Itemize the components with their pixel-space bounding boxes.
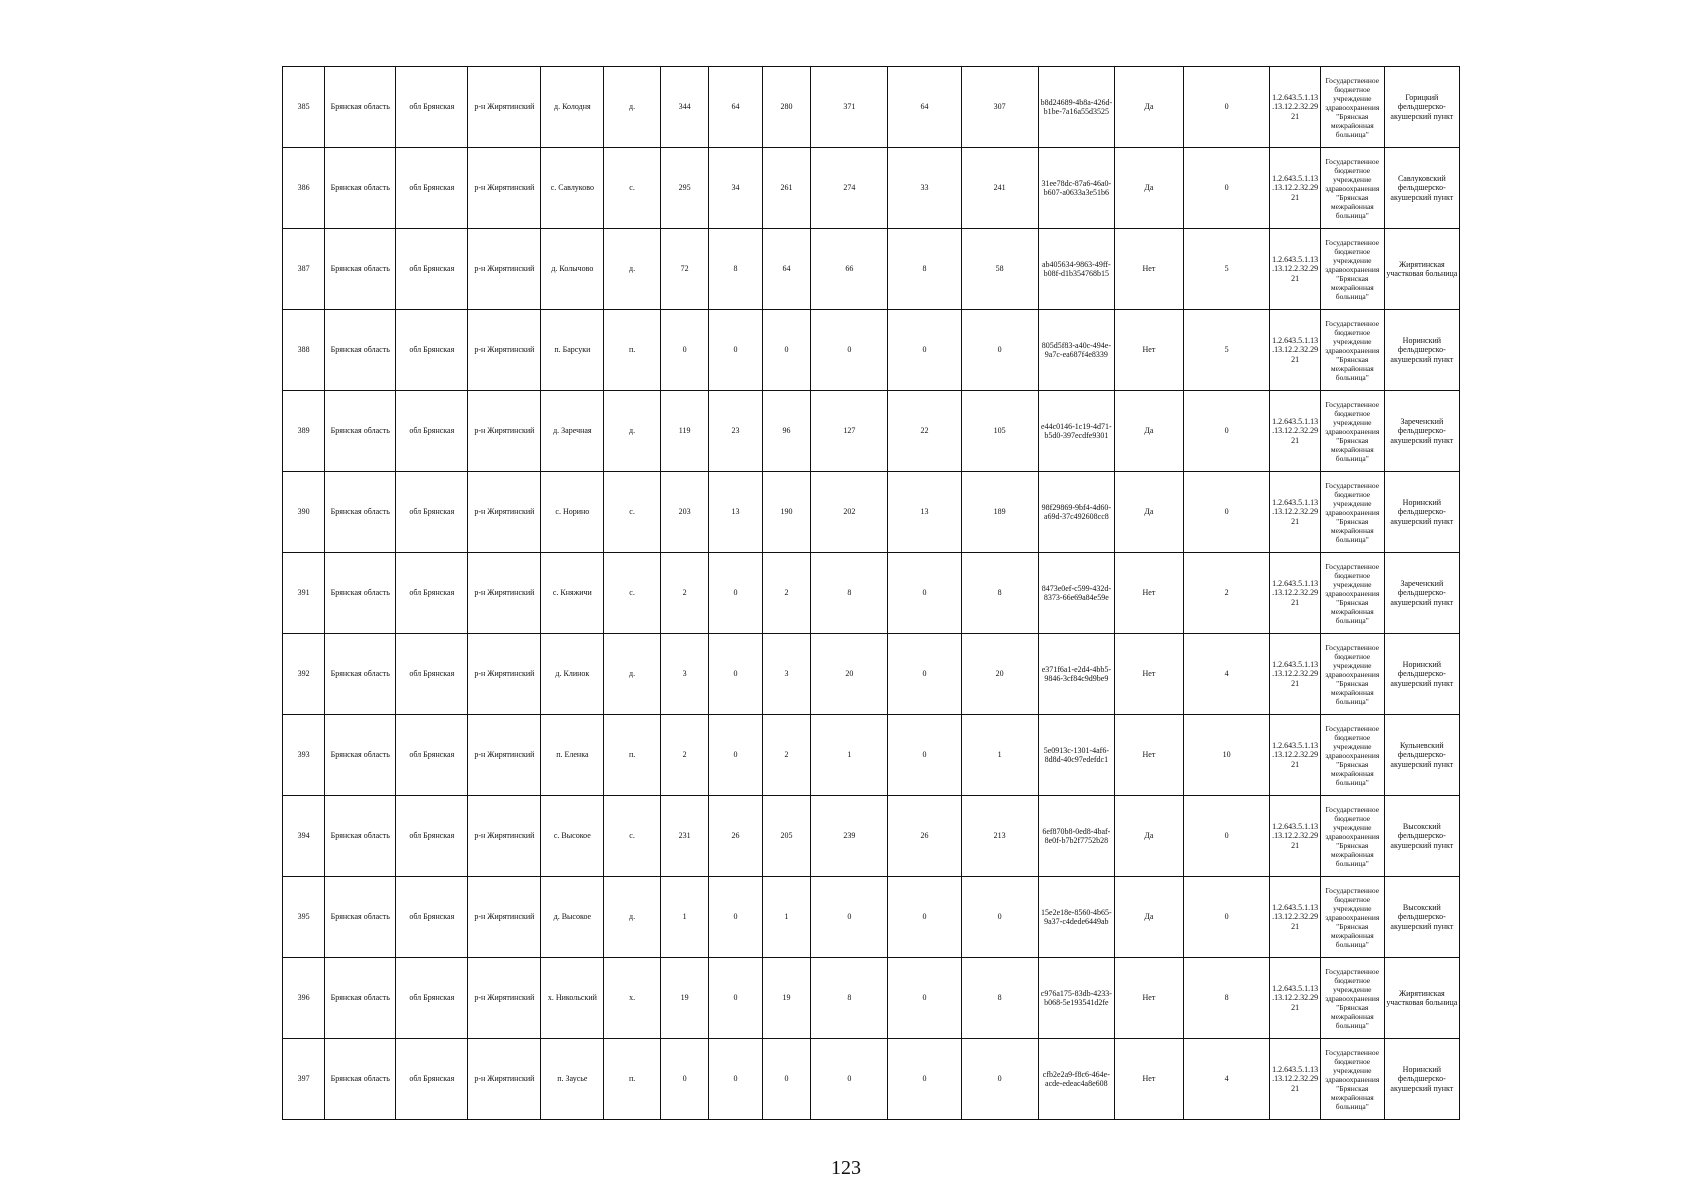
facility-cell: Жирятинская участковая больница: [1384, 958, 1459, 1039]
municipality-cell: р-н Жирятинский: [468, 715, 541, 796]
district-cell: обл Брянская: [396, 958, 468, 1039]
oid-cell: 1.2.643.5.1.13.13.12.2.32.2921: [1270, 958, 1320, 1039]
page-number: 123: [831, 1157, 861, 1179]
distance-cell: 8: [1183, 958, 1269, 1039]
settlement-type-cell: с.: [604, 553, 661, 634]
flag-cell: Да: [1114, 796, 1183, 877]
organization-cell: Государственное бюджетное учреждение здравоохранения "Брянская межрайонная больница": [1320, 472, 1384, 553]
settlement-cell: с. Княжичи: [541, 553, 604, 634]
count-cell: 8: [888, 229, 961, 310]
region-cell: Брянская область: [325, 634, 396, 715]
district-cell: обл Брянская: [396, 391, 468, 472]
region-cell: Брянская область: [325, 877, 396, 958]
count-cell: 20: [811, 634, 888, 715]
flag-cell: Да: [1114, 148, 1183, 229]
count-cell: 371: [811, 67, 888, 148]
organization-cell: Государственное бюджетное учреждение здравоохранения "Брянская межрайонная больница": [1320, 715, 1384, 796]
settlement-cell: д. Клинок: [541, 634, 604, 715]
oid-cell: 1.2.643.5.1.13.13.12.2.32.2921: [1270, 1039, 1320, 1120]
district-cell: обл Брянская: [396, 1039, 468, 1120]
flag-cell: Да: [1114, 472, 1183, 553]
row-number-cell: 394: [283, 796, 325, 877]
settlements-table: [282, 66, 1460, 1120]
oid-cell: 1.2.643.5.1.13.13.12.2.32.2921: [1270, 310, 1320, 391]
count-cell: 8: [961, 958, 1038, 1039]
district-cell: обл Брянская: [396, 148, 468, 229]
count-cell: 0: [888, 310, 961, 391]
count-cell: 0: [888, 877, 961, 958]
facility-cell: Высокский фельдшерско-акушерский пункт: [1384, 877, 1459, 958]
municipality-cell: р-н Жирятинский: [468, 472, 541, 553]
guid-cell: cfb2e2a9-f8c6-464e-acde-edeac4a8e608: [1038, 1039, 1114, 1120]
facility-cell: Савлуковский фельдшерско-акушерский пункт: [1384, 148, 1459, 229]
municipality-cell: р-н Жирятинский: [468, 958, 541, 1039]
oid-cell: 1.2.643.5.1.13.13.12.2.32.2921: [1270, 229, 1320, 310]
count-cell: 307: [961, 67, 1038, 148]
count-cell: 105: [961, 391, 1038, 472]
count-cell: 19: [660, 958, 708, 1039]
count-cell: 2: [762, 553, 810, 634]
guid-cell: 5e0913c-1301-4af6-8d8d-40c97edefdc1: [1038, 715, 1114, 796]
guid-cell: 8473e0ef-c599-432d-8373-66e69a84e59e: [1038, 553, 1114, 634]
table-row: [283, 67, 1460, 148]
table-row: [283, 958, 1460, 1039]
municipality-cell: р-н Жирятинский: [468, 634, 541, 715]
row-number-cell: 385: [283, 67, 325, 148]
municipality-cell: р-н Жирятинский: [468, 67, 541, 148]
settlement-cell: д. Заречная: [541, 391, 604, 472]
facility-cell: Зареченский фельдшерско-акушерский пункт: [1384, 553, 1459, 634]
flag-cell: Нет: [1114, 958, 1183, 1039]
count-cell: 344: [660, 67, 708, 148]
distance-cell: 0: [1183, 148, 1269, 229]
guid-cell: e371f6a1-e2d4-4bb5-9846-3cf84c9d9be9: [1038, 634, 1114, 715]
count-cell: 213: [961, 796, 1038, 877]
district-cell: обл Брянская: [396, 553, 468, 634]
facility-cell: Норинский фельдшерско-акушерский пункт: [1384, 310, 1459, 391]
settlement-type-cell: д.: [604, 229, 661, 310]
district-cell: обл Брянская: [396, 229, 468, 310]
count-cell: 13: [888, 472, 961, 553]
flag-cell: Да: [1114, 391, 1183, 472]
row-number-cell: 389: [283, 391, 325, 472]
organization-cell: Государственное бюджетное учреждение здравоохранения "Брянская межрайонная больница": [1320, 634, 1384, 715]
count-cell: 1: [660, 877, 708, 958]
settlement-cell: с. Савлуково: [541, 148, 604, 229]
count-cell: 72: [660, 229, 708, 310]
district-cell: обл Брянская: [396, 67, 468, 148]
guid-cell: 6ef870b8-0ed8-4baf-8e0f-b7b2f7752b28: [1038, 796, 1114, 877]
table-row: [283, 634, 1460, 715]
table-row: [283, 310, 1460, 391]
count-cell: 2: [762, 715, 810, 796]
row-number-cell: 391: [283, 553, 325, 634]
count-cell: 20: [961, 634, 1038, 715]
count-cell: 0: [709, 634, 763, 715]
region-cell: Брянская область: [325, 472, 396, 553]
organization-cell: Государственное бюджетное учреждение здравоохранения "Брянская межрайонная больница": [1320, 148, 1384, 229]
oid-cell: 1.2.643.5.1.13.13.12.2.32.2921: [1270, 67, 1320, 148]
district-cell: обл Брянская: [396, 310, 468, 391]
distance-cell: 0: [1183, 391, 1269, 472]
facility-cell: Горицкий фельдшерско-акушерский пункт: [1384, 67, 1459, 148]
facility-cell: Норинский фельдшерско-акушерский пункт: [1384, 472, 1459, 553]
count-cell: 203: [660, 472, 708, 553]
organization-cell: Государственное бюджетное учреждение здравоохранения "Брянская межрайонная больница": [1320, 877, 1384, 958]
count-cell: 0: [961, 877, 1038, 958]
row-number-cell: 386: [283, 148, 325, 229]
count-cell: 261: [762, 148, 810, 229]
municipality-cell: р-н Жирятинский: [468, 553, 541, 634]
count-cell: 0: [961, 310, 1038, 391]
organization-cell: Государственное бюджетное учреждение здравоохранения "Брянская межрайонная больница": [1320, 553, 1384, 634]
count-cell: 0: [709, 877, 763, 958]
flag-cell: Нет: [1114, 715, 1183, 796]
distance-cell: 5: [1183, 229, 1269, 310]
district-cell: обл Брянская: [396, 877, 468, 958]
count-cell: 64: [762, 229, 810, 310]
flag-cell: Нет: [1114, 229, 1183, 310]
count-cell: 0: [888, 553, 961, 634]
district-cell: обл Брянская: [396, 796, 468, 877]
count-cell: 22: [888, 391, 961, 472]
flag-cell: Да: [1114, 67, 1183, 148]
count-cell: 66: [811, 229, 888, 310]
facility-cell: Кульневский фельдшерско-акушерский пункт: [1384, 715, 1459, 796]
count-cell: 0: [709, 715, 763, 796]
oid-cell: 1.2.643.5.1.13.13.12.2.32.2921: [1270, 391, 1320, 472]
settlement-type-cell: с.: [604, 472, 661, 553]
distance-cell: 4: [1183, 1039, 1269, 1120]
count-cell: 64: [709, 67, 763, 148]
guid-cell: 98f29869-9bf4-4d60-a69d-37c492608cc8: [1038, 472, 1114, 553]
table-row: [283, 553, 1460, 634]
organization-cell: Государственное бюджетное учреждение здравоохранения "Брянская межрайонная больница": [1320, 958, 1384, 1039]
organization-cell: Государственное бюджетное учреждение здравоохранения "Брянская межрайонная больница": [1320, 310, 1384, 391]
district-cell: обл Брянская: [396, 472, 468, 553]
oid-cell: 1.2.643.5.1.13.13.12.2.32.2921: [1270, 634, 1320, 715]
oid-cell: 1.2.643.5.1.13.13.12.2.32.2921: [1270, 796, 1320, 877]
row-number-cell: 395: [283, 877, 325, 958]
count-cell: 0: [961, 1039, 1038, 1120]
settlement-type-cell: х.: [604, 958, 661, 1039]
count-cell: 26: [709, 796, 763, 877]
region-cell: Брянская область: [325, 715, 396, 796]
count-cell: 2: [660, 715, 708, 796]
region-cell: Брянская область: [325, 229, 396, 310]
count-cell: 0: [709, 958, 763, 1039]
row-number-cell: 392: [283, 634, 325, 715]
facility-cell: Зареченский фельдшерско-акушерский пункт: [1384, 391, 1459, 472]
count-cell: 2: [660, 553, 708, 634]
flag-cell: Да: [1114, 877, 1183, 958]
distance-cell: 0: [1183, 472, 1269, 553]
count-cell: 8: [811, 958, 888, 1039]
count-cell: 0: [660, 1039, 708, 1120]
count-cell: 190: [762, 472, 810, 553]
count-cell: 0: [888, 634, 961, 715]
count-cell: 202: [811, 472, 888, 553]
organization-cell: Государственное бюджетное учреждение здравоохранения "Брянская межрайонная больница": [1320, 391, 1384, 472]
count-cell: 0: [811, 877, 888, 958]
region-cell: Брянская область: [325, 148, 396, 229]
count-cell: 19: [762, 958, 810, 1039]
guid-cell: ab405634-9863-49ff-b08f-d1b354768b15: [1038, 229, 1114, 310]
district-cell: обл Брянская: [396, 715, 468, 796]
count-cell: 0: [888, 715, 961, 796]
table-row: [283, 715, 1460, 796]
count-cell: 58: [961, 229, 1038, 310]
count-cell: 0: [811, 1039, 888, 1120]
settlement-cell: с. Высокое: [541, 796, 604, 877]
settlement-cell: д. Колычово: [541, 229, 604, 310]
settlement-cell: х. Никольский: [541, 958, 604, 1039]
region-cell: Брянская область: [325, 796, 396, 877]
row-number-cell: 396: [283, 958, 325, 1039]
flag-cell: Нет: [1114, 1039, 1183, 1120]
table-body: [283, 67, 1460, 1120]
count-cell: 0: [709, 553, 763, 634]
oid-cell: 1.2.643.5.1.13.13.12.2.32.2921: [1270, 553, 1320, 634]
count-cell: 189: [961, 472, 1038, 553]
count-cell: 23: [709, 391, 763, 472]
table-row: [283, 1039, 1460, 1120]
count-cell: 0: [762, 310, 810, 391]
distance-cell: 2: [1183, 553, 1269, 634]
settlement-type-cell: д.: [604, 634, 661, 715]
guid-cell: c976a175-83db-4233-b068-5e193541d2fe: [1038, 958, 1114, 1039]
count-cell: 13: [709, 472, 763, 553]
count-cell: 33: [888, 148, 961, 229]
count-cell: 8: [709, 229, 763, 310]
region-cell: Брянская область: [325, 391, 396, 472]
table-row: [283, 391, 1460, 472]
settlement-type-cell: п.: [604, 310, 661, 391]
count-cell: 34: [709, 148, 763, 229]
row-number-cell: 397: [283, 1039, 325, 1120]
count-cell: 0: [709, 310, 763, 391]
district-cell: обл Брянская: [396, 634, 468, 715]
table-row: [283, 877, 1460, 958]
count-cell: 205: [762, 796, 810, 877]
region-cell: Брянская область: [325, 1039, 396, 1120]
settlement-type-cell: д.: [604, 877, 661, 958]
count-cell: 239: [811, 796, 888, 877]
guid-cell: 805d5f83-a40c-494e-9a7c-ea687f4e8339: [1038, 310, 1114, 391]
count-cell: 8: [811, 553, 888, 634]
guid-cell: b8d24689-4b8a-426d-b1be-7a16a55d3525: [1038, 67, 1114, 148]
municipality-cell: р-н Жирятинский: [468, 148, 541, 229]
settlement-cell: с. Норино: [541, 472, 604, 553]
municipality-cell: р-н Жирятинский: [468, 1039, 541, 1120]
count-cell: 1: [961, 715, 1038, 796]
flag-cell: Нет: [1114, 634, 1183, 715]
settlement-type-cell: с.: [604, 796, 661, 877]
count-cell: 0: [888, 958, 961, 1039]
organization-cell: Государственное бюджетное учреждение здравоохранения "Брянская межрайонная больница": [1320, 1039, 1384, 1120]
distance-cell: 0: [1183, 67, 1269, 148]
facility-cell: Норинский фельдшерско-акушерский пункт: [1384, 634, 1459, 715]
count-cell: 127: [811, 391, 888, 472]
table-row: [283, 472, 1460, 553]
settlement-type-cell: д.: [604, 391, 661, 472]
row-number-cell: 387: [283, 229, 325, 310]
count-cell: 0: [888, 1039, 961, 1120]
facility-cell: Высокский фельдшерско-акушерский пункт: [1384, 796, 1459, 877]
count-cell: 0: [709, 1039, 763, 1120]
facility-cell: Норинский фельдшерско-акушерский пункт: [1384, 1039, 1459, 1120]
municipality-cell: р-н Жирятинский: [468, 391, 541, 472]
count-cell: 3: [660, 634, 708, 715]
table-row: [283, 796, 1460, 877]
count-cell: 0: [762, 1039, 810, 1120]
settlement-cell: д. Колодня: [541, 67, 604, 148]
count-cell: 1: [811, 715, 888, 796]
row-number-cell: 390: [283, 472, 325, 553]
region-cell: Брянская область: [325, 310, 396, 391]
flag-cell: Нет: [1114, 310, 1183, 391]
count-cell: 119: [660, 391, 708, 472]
region-cell: Брянская область: [325, 553, 396, 634]
region-cell: Брянская область: [325, 67, 396, 148]
organization-cell: Государственное бюджетное учреждение здравоохранения "Брянская межрайонная больница": [1320, 67, 1384, 148]
settlement-type-cell: п.: [604, 715, 661, 796]
distance-cell: 5: [1183, 310, 1269, 391]
count-cell: 64: [888, 67, 961, 148]
settlement-type-cell: с.: [604, 148, 661, 229]
table-row: [283, 148, 1460, 229]
count-cell: 96: [762, 391, 810, 472]
distance-cell: 10: [1183, 715, 1269, 796]
count-cell: 280: [762, 67, 810, 148]
distance-cell: 4: [1183, 634, 1269, 715]
settlement-type-cell: п.: [604, 1039, 661, 1120]
settlement-type-cell: д.: [604, 67, 661, 148]
count-cell: 231: [660, 796, 708, 877]
settlement-cell: п. Барсуки: [541, 310, 604, 391]
guid-cell: e44c0146-1c19-4d71-b5d0-397ecdfe9301: [1038, 391, 1114, 472]
settlement-cell: д. Высокое: [541, 877, 604, 958]
row-number-cell: 388: [283, 310, 325, 391]
facility-cell: Жирятинская участковая больница: [1384, 229, 1459, 310]
organization-cell: Государственное бюджетное учреждение здравоохранения "Брянская межрайонная больница": [1320, 796, 1384, 877]
municipality-cell: р-н Жирятинский: [468, 796, 541, 877]
table-row: [283, 229, 1460, 310]
count-cell: 0: [811, 310, 888, 391]
count-cell: 0: [660, 310, 708, 391]
distance-cell: 0: [1183, 877, 1269, 958]
count-cell: 274: [811, 148, 888, 229]
organization-cell: Государственное бюджетное учреждение здравоохранения "Брянская межрайонная больница": [1320, 229, 1384, 310]
municipality-cell: р-н Жирятинский: [468, 229, 541, 310]
count-cell: 8: [961, 553, 1038, 634]
flag-cell: Нет: [1114, 553, 1183, 634]
count-cell: 1: [762, 877, 810, 958]
row-number-cell: 393: [283, 715, 325, 796]
settlement-cell: п. Заусье: [541, 1039, 604, 1120]
municipality-cell: р-н Жирятинский: [468, 310, 541, 391]
region-cell: Брянская область: [325, 958, 396, 1039]
count-cell: 295: [660, 148, 708, 229]
guid-cell: 15e2e18e-8560-4b65-9a37-c4dede6449ab: [1038, 877, 1114, 958]
distance-cell: 0: [1183, 796, 1269, 877]
count-cell: 3: [762, 634, 810, 715]
settlement-cell: п. Еленка: [541, 715, 604, 796]
oid-cell: 1.2.643.5.1.13.13.12.2.32.2921: [1270, 472, 1320, 553]
count-cell: 241: [961, 148, 1038, 229]
oid-cell: 1.2.643.5.1.13.13.12.2.32.2921: [1270, 148, 1320, 229]
guid-cell: 31ee78dc-87a6-46a0-b607-a0633a3e51b6: [1038, 148, 1114, 229]
oid-cell: 1.2.643.5.1.13.13.12.2.32.2921: [1270, 877, 1320, 958]
municipality-cell: р-н Жирятинский: [468, 877, 541, 958]
count-cell: 26: [888, 796, 961, 877]
oid-cell: 1.2.643.5.1.13.13.12.2.32.2921: [1270, 715, 1320, 796]
